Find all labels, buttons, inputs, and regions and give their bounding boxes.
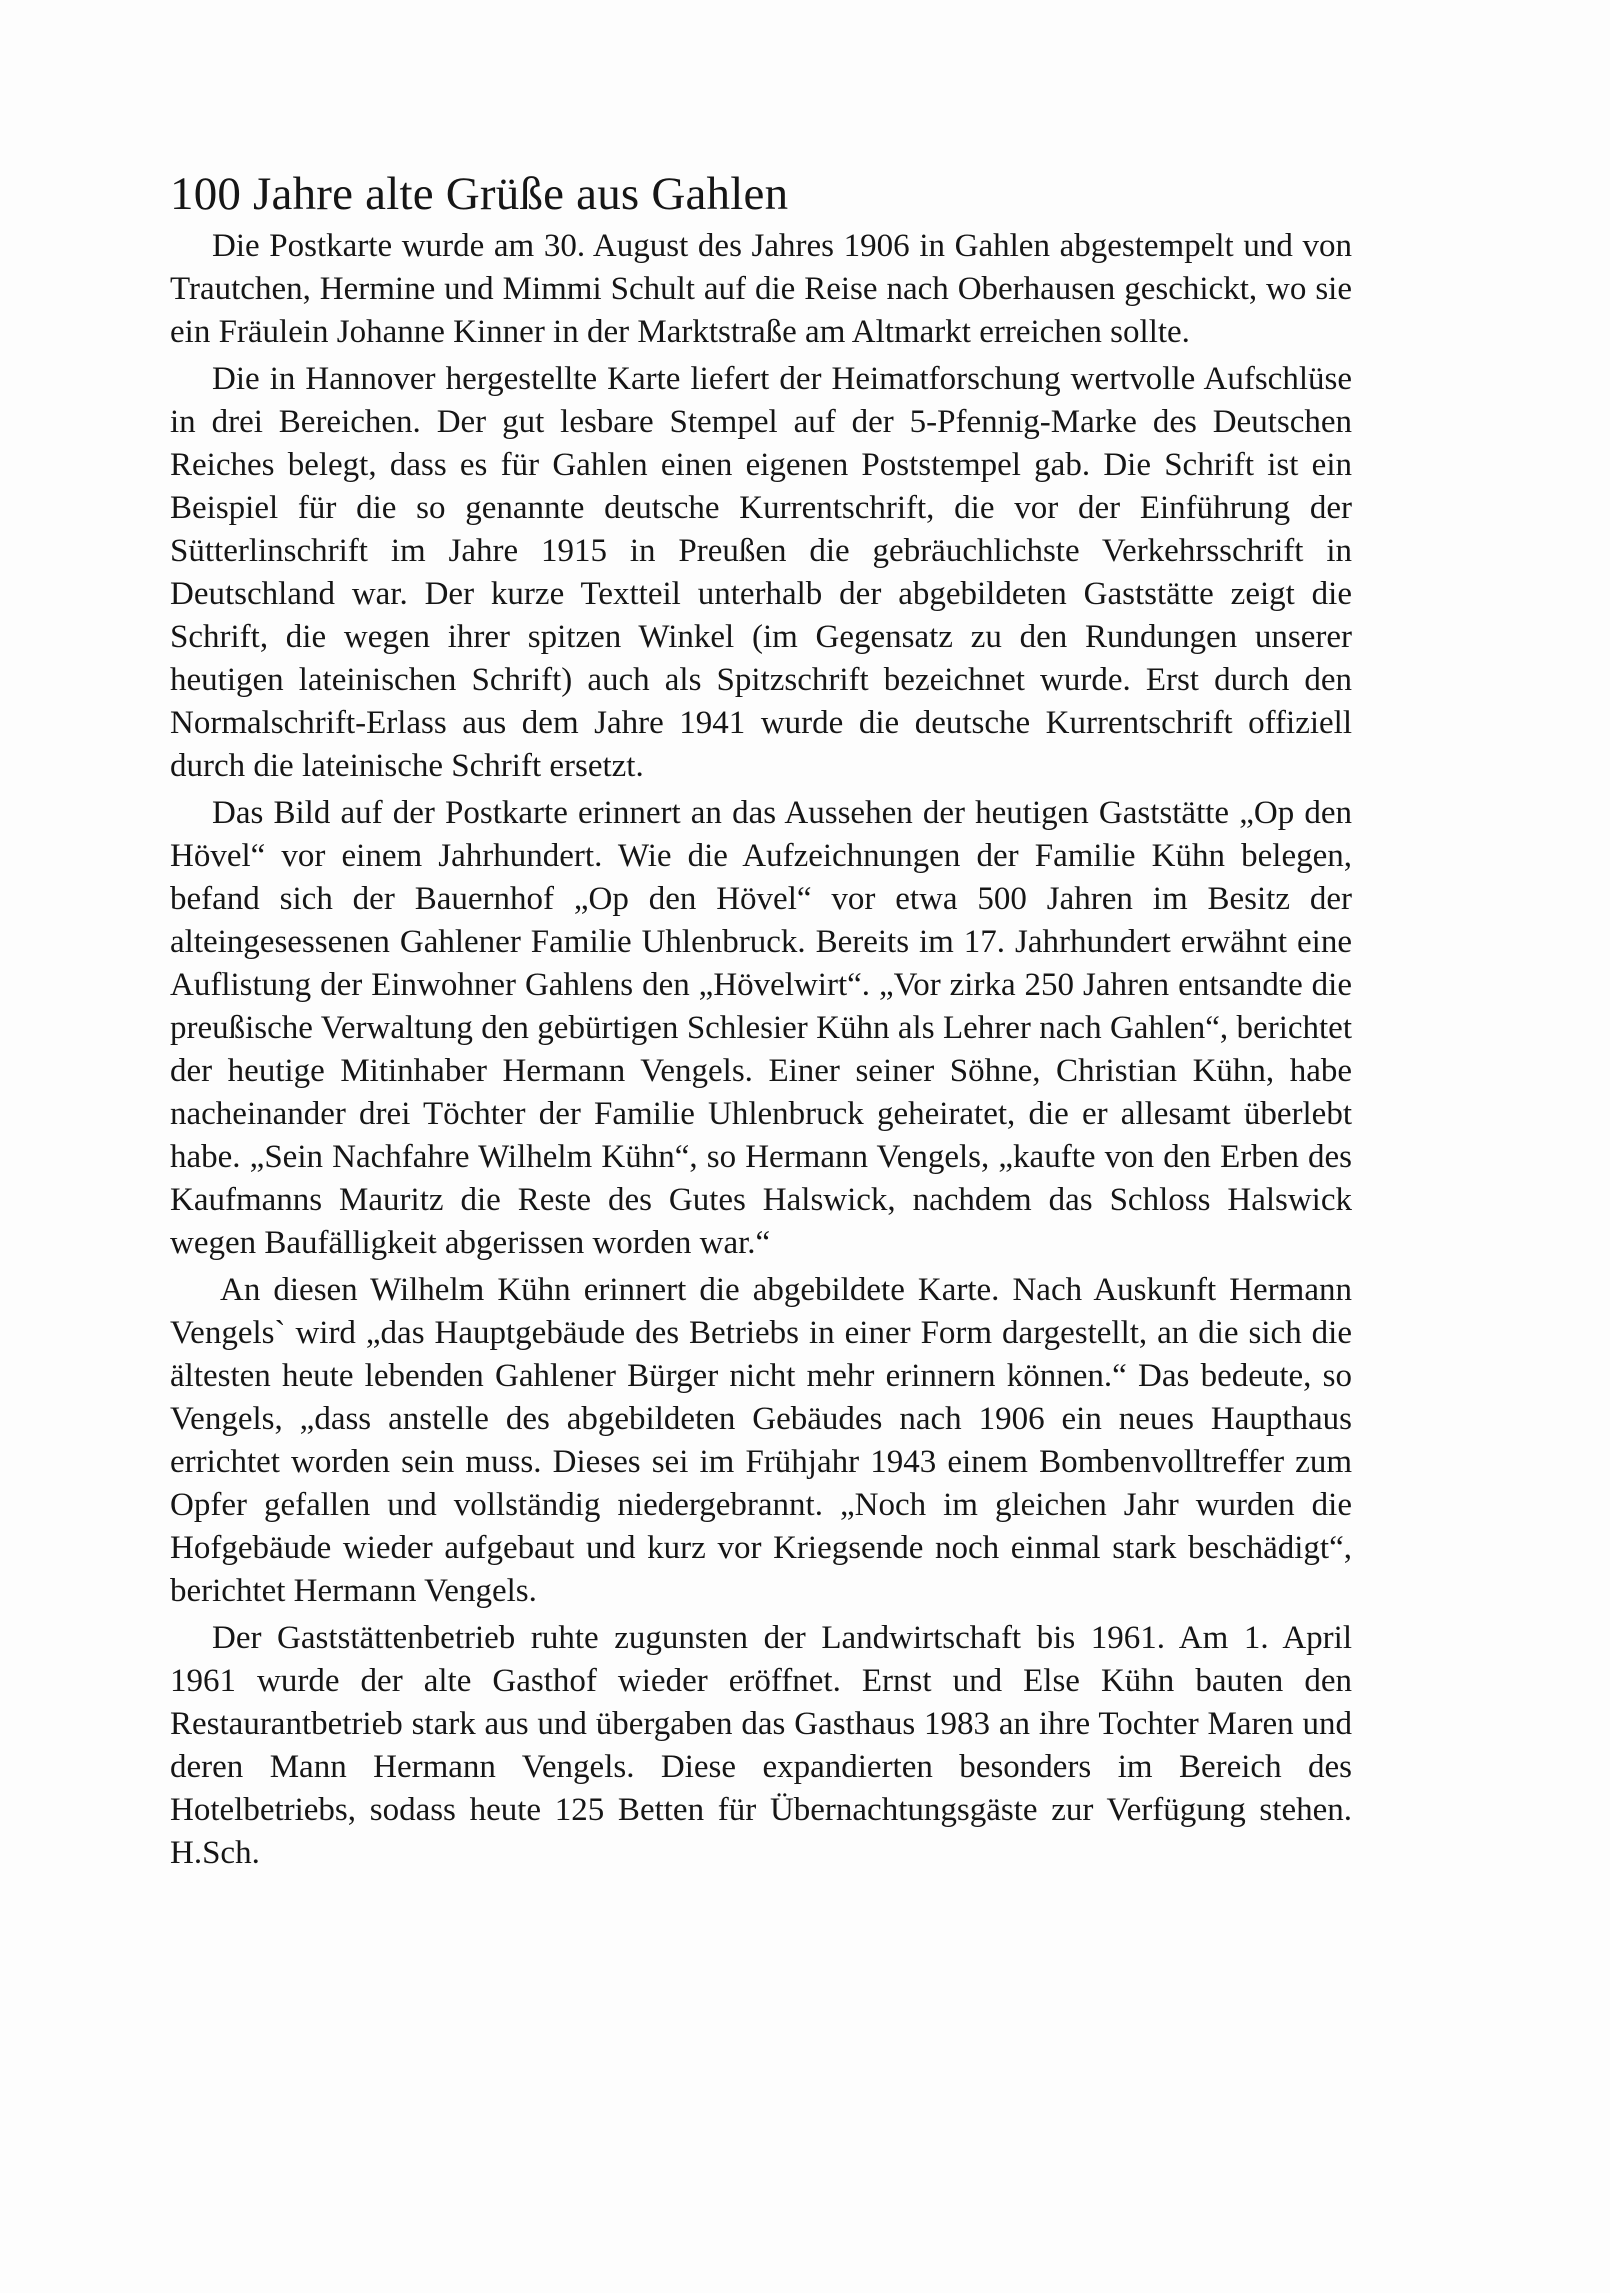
paragraph-restaurant-history: Der Gaststättenbetrieb ruhte zugunsten der Landwirtschaft bis 1961. Am 1. April 1961 wurde der alte Gasthof wieder eröffnet. Ernst und Else Kühn bauten den Restaurantbetrieb stark aus und übergaben das Gasthaus 1983 an ihre Tochter Maren und deren Mann Hermann Vengels. Diese expandierten besonders im Bereich des Hotelbetriebs, sodass heute 125 Betten für Übernachtungsgäste zur Verfügung stehen. H.Sch. [170,1620,1352,1871]
article-title: 100 Jahre alte Grüße aus Gahlen [170,168,789,220]
paragraph-building-history: An diesen Wilhelm Kühn erinnert die abgebildete Karte. Nach Auskunft Hermann Vengels` wird „das Hauptgebäude des Betriebs in einer Form dargestellt, an die sich die ältesten heute lebenden Gahlener Bürger nicht mehr erinnern können.“ Das bedeute, so Vengels, „dass anstelle des abgebildeten Gebäudes nach 1906 ein neues Haupthaus errichtet worden sein muss. Dieses sei im Frühjahr 1943 einem Bombenvolltreffer zum Opfer gefallen und vollständig niedergebrannt. „Noch im gleichen Jahr wurden die Hofgebäude wieder aufgebaut und kurz vor Kriegsende noch einmal stark beschädigt“, berichtet Hermann Vengels. [170,1272,1352,1609]
document-page [170,165,1352,1879]
paragraph-script-history: Die in Hannover hergestellte Karte liefert der Heimatforschung wertvolle Aufschlüse in drei Bereichen. Der gut lesbare Stempel auf der 5-Pfennig-Marke des Deutschen Reiches belegt, dass es für Gahlen einen eigenen Poststempel gab. Die Schrift ist ein Beispiel für die so genannte deutsche Kurrentschrift, die vor der Einführung der Sütterlinschrift im Jahre 1915 in Preußen die gebräuchlichste Verkehrsschrift in Deutschland war. Der kurze Textteil unterhalb der abgebildeten Gaststätte zeigt die Schrift, die wegen ihrer spitzen Winkel (im Gegensatz zu den Rundungen unserer heutigen lateinischen Schrift) auch als Spitzschrift bezeichnet wurde. Erst durch den Normalschrift-Erlass aus dem Jahre 1941 wurde die deutsche Kurrentschrift offiziell durch die lateinische Schrift ersetzt. [170,361,1352,784]
paragraph-family-history: Das Bild auf der Postkarte erinnert an das Aussehen der heutigen Gaststätte „Op den Hövel“ vor einem Jahrhundert. Wie die Aufzeichnungen der Familie Kühn belegen, befand sich der Bauernhof „Op den Hövel“ vor etwa 500 Jahren im Besitz der alteingesessenen Gahlener Familie Uhlenbruck. Bereits im 17. Jahrhundert erwähnt eine Auflistung der Einwohner Gahlens den „Hövelwirt“. „Vor zirka 250 Jahren entsandte die preußische Verwaltung den gebürtigen Schlesier Kühn als Lehrer nach Gahlen“, berichtet der heutige Mitinhaber Hermann Vengels. Einer seiner Söhne, Christian Kühn, habe nacheinander drei Töchter der Familie Uhlenbruck geheiratet, die er allesamt überlebt habe. „Sein Nachfahre Wilhelm Kühn“, so Hermann Vengels, „kaufte von den Erben des Kaufmanns Mauritz die Reste des Gutes Halswick, nachdem das Schloss Halswick wegen Baufälligkeit abgerissen worden war.“ [170,795,1352,1261]
paragraph-postcard-intro: Die Postkarte wurde am 30. August des Jahres 1906 in Gahlen abgestempelt und von Trautchen, Hermine und Mimmi Schult auf die Reise nach Oberhausen geschickt, wo sie ein Fräulein Johanne Kinner in der Marktstraße am Altmarkt erreichen sollte. [170,228,1352,350]
